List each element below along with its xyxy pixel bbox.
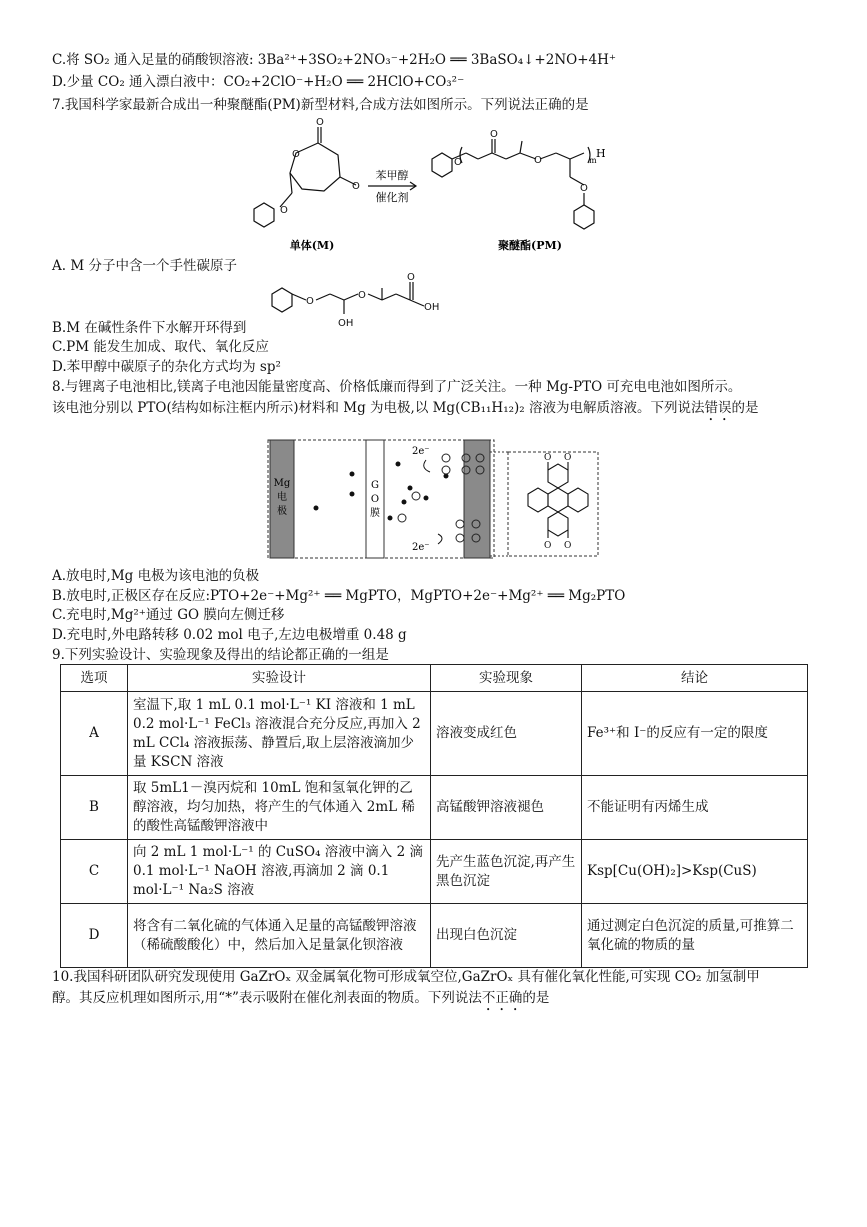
q8-stem-line2 xyxy=(52,399,758,424)
svg-text:O: O xyxy=(407,272,415,283)
table-row xyxy=(61,840,808,904)
q8-stem-line1: 8.与锂离子电池相比,镁离子电池因能量密度高、价格低廉而得到了广泛关注。一种 Mg-PTO 可充电电池如图所示。 xyxy=(52,379,742,395)
row-conclusion: 不能证明有丙烯生成 xyxy=(582,776,808,840)
svg-text:O: O xyxy=(292,149,300,160)
q7-option-c: C.PM 能发生加成、取代、氧化反应 xyxy=(52,339,269,355)
row-option: A xyxy=(61,692,128,776)
svg-text:O: O xyxy=(490,129,498,140)
svg-text:OH: OH xyxy=(338,318,354,328)
go-membrane-label: G xyxy=(371,480,379,491)
table-row xyxy=(61,692,808,776)
svg-text:O: O xyxy=(564,453,572,463)
q10-stem-end: 的是 xyxy=(522,990,550,1006)
polymer-repeat-index: m xyxy=(589,156,597,165)
q8-option-a: A.放电时,Mg 电极为该电池的负极 xyxy=(52,568,260,584)
q7-stem: 7.我国科学家最新合成出一种聚醚酯(PM)新型材料,合成方法如图所示。下列说法正确的是 xyxy=(52,97,589,113)
pto-structure xyxy=(528,462,588,538)
row-phenomenon: 先产生蓝色沉淀,再产生黑色沉淀 xyxy=(431,840,582,904)
row-conclusion: Ksp[Cu(OH)₂]>Ksp(CuS) xyxy=(582,840,808,904)
mg-electrode-label: Mg xyxy=(273,478,291,489)
svg-text:O: O xyxy=(580,183,588,194)
q8-option-c: C.充电时,Mg²⁺通过 GO 膜向左侧迁移 xyxy=(52,607,285,623)
row-phenomenon: 溶液变成红色 xyxy=(431,692,582,776)
q6-option-d: D.少量 CO₂ 通入漂白液中：CO₂+2ClO⁻+H₂O ══ 2HClO+CO₃²⁻ xyxy=(52,74,465,90)
electron-top-label: 2e⁻ xyxy=(412,446,430,457)
header-conclusion: 结论 xyxy=(582,665,808,692)
table-row xyxy=(61,904,808,968)
polymer-end-group: H xyxy=(596,147,606,160)
q8-option-b: B.放电时,正极区存在反应:PTO+2e⁻+Mg²⁺ ══ MgPTO，MgPTO+2e⁻+Mg²⁺ ══ Mg₂PTO xyxy=(52,588,626,604)
q10-stem-line2 xyxy=(52,989,549,1014)
row-conclusion: Fe³⁺和 I⁻的反应有一定的限度 xyxy=(582,692,808,776)
q8-option-d: D.充电时,外电路转移 0.02 mol 电子,左边电极增重 0.48 g xyxy=(52,627,407,643)
row-conclusion: 通过测定白色沉淀的质量,可推算二氧化硫的物质的量 xyxy=(582,904,808,968)
q10-emphasis: 不正确 xyxy=(481,990,523,1006)
q6-option-c: C.将 SO₂ 通入足量的硝酸钡溶液: 3Ba²⁺+3SO₂+2NO₃⁻+2H₂O ══ 3BaSO₄↓+2NO+4H⁺ xyxy=(52,52,617,68)
option-b-structure xyxy=(268,272,468,328)
q9-stem: 9.下列实验设计、实验现象及得出的结论都正确的一组是 xyxy=(52,647,389,663)
svg-text:O: O xyxy=(454,157,462,168)
arrow-bottom-label: 催化剂 xyxy=(375,191,409,204)
q8-stem-text: 该电池分别以 PTO(结构如标注框内所示)材料和 Mg 为电极,以 Mg(CB₁₁H₁₂)₂ 溶液为电解质溶液。下列说法 xyxy=(52,400,705,416)
row-option: D xyxy=(61,904,128,968)
q7-option-b: B.M 在碱性条件下水解开环得到 xyxy=(52,320,247,336)
arrow-top-label: 苯甲醇 xyxy=(375,169,409,182)
q10-stem-text: 醇。其反应机理如图所示,用“*”表示吸附在催化剂表面的物质。下列说法 xyxy=(52,990,482,1006)
svg-text:极: 极 xyxy=(277,506,287,517)
svg-text:O: O xyxy=(352,181,360,192)
row-phenomenon: 出现白色沉淀 xyxy=(431,904,582,968)
q10-stem-line1: 10.我国科研团队研究发现使用 GaZrOₓ 双金属氧化物可形成氧空位,GaZrOₓ 具有催化氧化性能,可实现 CO₂ 加氢制甲 xyxy=(52,969,760,985)
reaction-scheme xyxy=(240,115,640,255)
svg-text:O: O xyxy=(564,541,572,551)
row-phenomenon: 高锰酸钾溶液褪色 xyxy=(431,776,582,840)
electron-bottom-label: 2e⁻ xyxy=(412,542,430,553)
q7-option-d: D.苯甲醇中碳原子的杂化方式均为 sp² xyxy=(52,359,281,375)
q9-table xyxy=(60,664,808,968)
svg-text:电: 电 xyxy=(277,492,287,503)
svg-text:膜: 膜 xyxy=(370,508,380,519)
monomer-label: 单体(M) xyxy=(289,239,335,252)
header-option: 选项 xyxy=(61,665,128,692)
battery-diagram xyxy=(266,438,602,562)
header-design: 实验设计 xyxy=(128,665,431,692)
svg-text:O: O xyxy=(306,296,314,307)
row-option: C xyxy=(61,840,128,904)
table-row xyxy=(61,776,808,840)
q7-option-a: A. M 分子中含一个手性碳原子 xyxy=(52,258,237,274)
svg-text:O: O xyxy=(358,290,366,301)
polymer-label: 聚醚酯(PM) xyxy=(498,239,562,252)
row-design: 向 2 mL 1 mol·L⁻¹ 的 CuSO₄ 溶液中滴入 2 滴 0.1 mol·L⁻¹ NaOH 溶液,再滴加 2 滴 0.1 mol·L⁻¹ Na₂S 溶液 xyxy=(128,840,431,904)
q8-emphasis: 错误 xyxy=(704,400,732,416)
svg-text:O: O xyxy=(544,541,552,551)
svg-text:OH: OH xyxy=(424,302,440,313)
svg-text:O: O xyxy=(544,453,552,463)
q8-stem-end: 的是 xyxy=(731,400,759,416)
table-header xyxy=(61,665,808,692)
header-phenomenon: 实验现象 xyxy=(431,665,582,692)
row-design: 室温下,取 1 mL 0.1 mol·L⁻¹ KI 溶液和 1 mL 0.2 mol·L⁻¹ FeCl₃ 溶液混合充分反应,再加入 2 mL CCl₄ 溶液振荡、静置后,取上层溶液滴加少量 KSCN 溶液 xyxy=(128,692,431,776)
row-design: 将含有二氧化硫的气体通入足量的高锰酸钾溶液（稀硫酸酸化）中，然后加入足量氯化钡溶液 xyxy=(128,904,431,968)
row-option: B xyxy=(61,776,128,840)
svg-text:O: O xyxy=(370,494,380,505)
svg-text:O: O xyxy=(534,155,542,166)
svg-text:O: O xyxy=(280,205,288,216)
row-design: 取 5mL1－溴丙烷和 10mL 饱和氢氧化钾的乙醇溶液，均匀加热，将产生的气体通入 2mL 稀的酸性高锰酸钾溶液中 xyxy=(128,776,431,840)
svg-text:O: O xyxy=(316,117,324,128)
